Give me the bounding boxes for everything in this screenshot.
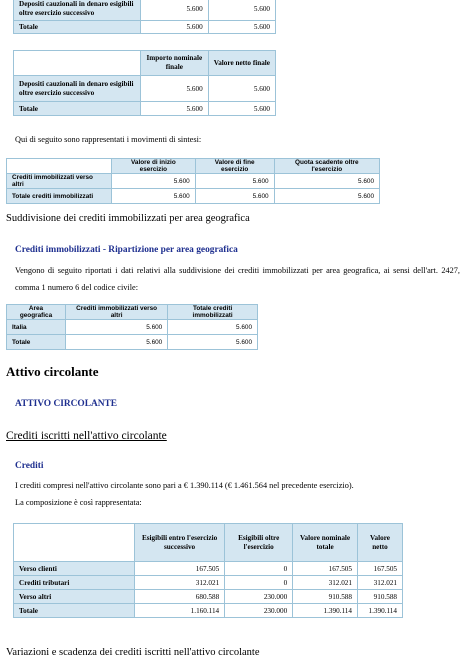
table-row-label: Totale [14,21,141,34]
table-row-label: Totale [14,604,135,618]
table-cell: 5.600 [66,335,168,350]
table-cell: 5.600 [112,189,196,204]
table-cell: 1.390.114 [357,604,402,618]
deposits-table-1 [13,0,276,34]
movements-table [6,158,380,204]
table-row-label: Italia [7,320,66,335]
table-row-label: Totale [7,335,66,350]
geo-title: Crediti immobilizzati - Ripartizione per area geografica [15,245,238,255]
crediti-title: Crediti [15,461,44,471]
table-row-label: Totale [14,102,141,116]
table-corner [14,51,141,76]
column-header: Valore netto finale [208,51,275,76]
table-cell: 167.505 [357,562,402,576]
table-row-label: Verso altri [14,590,135,604]
table-cell: 5.600 [208,21,275,34]
section-heading-variazioni: Variazioni e scadenza dei crediti iscritti nell'attivo circolante [6,647,260,658]
table-cell: 5.600 [168,320,258,335]
table-row-label: Crediti immobilizzati verso altri [7,174,112,189]
table-cell: 0 [225,562,293,576]
attivo-caps-title: ATTIVO CIRCOLANTE [15,399,117,409]
table-cell: 5.600 [141,0,208,21]
table-cell: 5.600 [66,320,168,335]
table-cell: 910.588 [293,590,358,604]
column-header: Valore di fine esercizio [195,159,274,174]
table-row [14,576,403,590]
table-cell: 5.600 [141,102,209,116]
table-cell: 5.600 [208,102,275,116]
table-row-label: Depositi cauzionali in denaro esigibili oltre esercizio successivo [14,76,141,102]
table-cell: 1.390.114 [293,604,358,618]
table-row [14,562,403,576]
table-row [7,189,380,204]
column-header: Importo nominale finale [141,51,209,76]
table-row [14,604,403,618]
table-cell: 230.000 [225,590,293,604]
column-header: Totale crediti immobilizzati [168,305,258,320]
column-header: Esigibili oltre l'esercizio [225,524,293,562]
heading-attivo-circolante: Attivo circolante [6,364,99,379]
crediti-table [13,523,403,618]
table-cell: 1.160.114 [135,604,225,618]
table-cell: 312.021 [357,576,402,590]
table-cell: 680.588 [135,590,225,604]
table-cell: 5.600 [274,174,379,189]
table-corner [14,524,135,562]
table-cell: 167.505 [135,562,225,576]
deposits-table-2 [13,50,276,116]
table-cell: 5.600 [208,0,275,21]
table-cell: 312.021 [135,576,225,590]
table-row-label: Crediti tributari [14,576,135,590]
table-row-label: Totale crediti immobilizzati [7,189,112,204]
column-header: Crediti immobilizzati verso altri [66,305,168,320]
table-corner [7,159,112,174]
table-row-label: Verso clienti [14,562,135,576]
table-cell: 5.600 [195,189,274,204]
table-cell: 5.600 [168,335,258,350]
table-cell: 0 [225,576,293,590]
column-header: Valore netto [357,524,402,562]
table-cell: 5.600 [141,21,208,34]
table-row [7,335,258,350]
column-header: Valore di inizio esercizio [112,159,196,174]
table-cell: 5.600 [141,76,209,102]
table-row-label: Depositi cauzionali in denaro esigibili oltre esercizio successivo [14,0,141,21]
table-cell: 5.600 [195,174,274,189]
column-header: Valore nominale totale [293,524,358,562]
crediti-text-2: La composizione è così rappresentata: [15,498,142,507]
table-row [7,174,380,189]
table-row [7,320,258,335]
table-cell: 910.588 [357,590,402,604]
table-row [14,590,403,604]
table-cell: 5.600 [112,174,196,189]
intro-movimenti: Qui di seguito sono rappresentati i movimenti di sintesi: [15,135,202,144]
geo-table [6,304,258,350]
table-cell: 230.000 [225,604,293,618]
table-cell: 5.600 [208,76,275,102]
table-cell: 5.600 [274,189,379,204]
crediti-text-1: I crediti compresi nell'attivo circolante sono pari a € 1.390.114 (€ 1.461.564 nel precedente esercizio). [15,481,354,490]
column-header: Esigibili entro l'esercizio successivo [135,524,225,562]
section-heading-geo: Suddivisione dei crediti immobilizzati per area geografica [6,213,250,224]
table-cell: 167.505 [293,562,358,576]
heading-crediti-iscritti: Crediti iscritti nell'attivo circolante [6,430,167,442]
column-header: Quota scadente oltre l'esercizio [274,159,379,174]
column-header: Area geografica [7,305,66,320]
geo-text: Vengono di seguito riportati i dati relativi alla suddivisione dei crediti immobilizzati per area geografica, ai sensi dell'art. 2427, comma 1 numero 6 del codice civile: [15,266,460,292]
table-cell: 312.021 [293,576,358,590]
